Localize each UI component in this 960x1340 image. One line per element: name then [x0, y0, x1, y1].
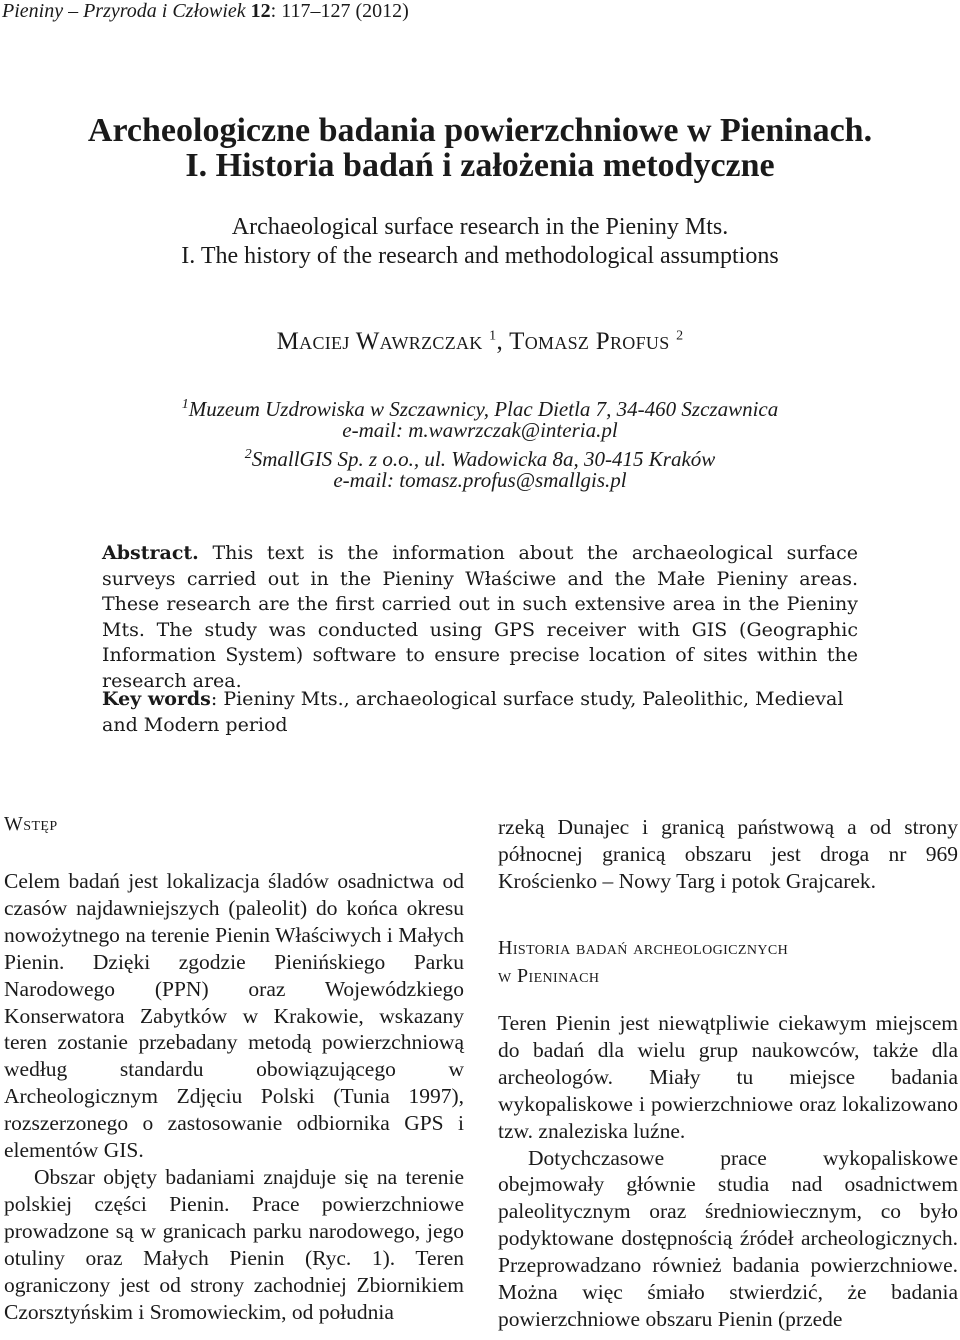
abstract [102, 541, 858, 694]
section-heading-historia-line-2: w Pieninach [498, 965, 600, 987]
right-column-bottom [498, 1010, 958, 1333]
journal-name: Pieniny – Przyroda i Człowiek [2, 0, 246, 22]
historia-paragraph-1: Teren Pienin jest niewątpliwie ciekawym miejscem do badań dla wielu grup naukowców, także dla archeologów. Miały tu miejsce badania wykopaliskowe i powierzchniowe oraz lokalizowano tzw. znaleziska luźne. [498, 1011, 958, 1143]
author-1-affiliation-mark: 1 [489, 328, 497, 344]
journal-volume: 12 [250, 0, 271, 22]
author-1: Maciej Wawrzczak [276, 328, 483, 355]
paper-title-line-2: I. Historia badań i założenia metodyczne [185, 147, 775, 184]
journal-pages: : 117–127 (2012) [270, 0, 409, 22]
left-column [4, 868, 464, 1325]
affiliation-1-address: Muzeum Uzdrowiska w Szczawnicy, Plac Dietla 7, 34-460 Szczawnica [188, 397, 779, 421]
affiliation-2-mark: 2 [244, 447, 252, 462]
affiliation-2-email: e-mail: tomasz.profus@smallgis.pl [333, 468, 627, 492]
section-heading-wstep: Wstęp [4, 813, 58, 835]
section-heading-historia-line-1: Historia badań archeologicznych [498, 937, 789, 959]
journal-header [2, 0, 409, 23]
author-list [0, 328, 960, 356]
right-column-continuation: rzeką Dunajec i granicą państwową a od strony północnej granicą obszaru jest droga nr 969 Krościenko – Nowy Targ i potok Grajcarek. [498, 815, 958, 893]
wstep-paragraph-2: Obszar objęty badaniami znajduje się na terenie polskiej części Pienin. Prace powierzchniowe prowadzone są w granicach parku narodowego, jego otuliny oraz Małych Pienin (Ryc. 1). Teren ograniczony jest od strony zachodniej Zbiornikiem Czorsztyńskim i Sromowieckim, od południa [4, 1164, 464, 1324]
historia-paragraph-2: Dotychczasowe prace wykopaliskowe obejmowały głównie studia nad osadnictwem paleolitycznym oraz średniowiecznym, co było podyktowane dostępnością źródeł archeologicznych. Przeprowadzano również badania powierzchniowe. Można więc śmiało stwierdzić, że badania powierzchniowe obszaru Pienin (przede [498, 1145, 958, 1331]
wstep-paragraph-1: Celem badań jest lokalizacja śladów osadnictwa od czasów najdawniejszych (paleolit) do końca okresu nowożytnego na terenie Pienin Właściwych i Małych Pienin. Dzięki zgodzie Pienińskiego Parku Narodowego (PPN) oraz Wojewódzkiego Konserwatora Zabytków w Krakowie, wskazany teren zostanie przebadany metodą powierzchniową według standardu obowiązującego w Archeologicznym Zdjęciu Polski (Tunia 1997), rozszerzonego o zastosowanie odbiornika GPS i elementów GIS. [4, 869, 464, 1163]
english-title-line-1: Archaeological surface research in the Pieniny Mts. [231, 214, 729, 240]
paper-title-line-1: Archeologiczne badania powierzchniowe w Pieninach. [87, 112, 873, 149]
author-2-affiliation-mark: 2 [676, 328, 684, 344]
author-2: Tomasz Profus [509, 328, 670, 355]
affiliation-1-email: e-mail: m.wawrzczak@interia.pl [342, 418, 618, 442]
right-column-top [498, 814, 958, 895]
affiliation-2-address: SmallGIS Sp. z o.o., ul. Wadowicka 8a, 30-415 Kraków [251, 447, 716, 471]
author-separator: , [496, 328, 510, 355]
affiliation-1-mark: 1 [181, 397, 189, 412]
abstract-text: This text is the information about the archaeological surface surveys carried out in the Pieniny Właściwe and the Małe Pieniny areas. These research are the first carried out in such extensive area in the Pieniny Mts. The study was conducted using GPS receiver with GIS (Geographic Information System) software to ensure precise location of sites within the research area. [102, 542, 858, 692]
keywords-text: : Pieniny Mts., archaeological surface study, Paleolithic, Medieval and Modern period [102, 688, 844, 736]
keywords [102, 687, 882, 738]
english-title-line-2: I. The history of the research and methodological assumptions [181, 243, 779, 269]
abstract-label: Abstract. [102, 542, 199, 564]
keywords-label: Key words [102, 688, 211, 710]
